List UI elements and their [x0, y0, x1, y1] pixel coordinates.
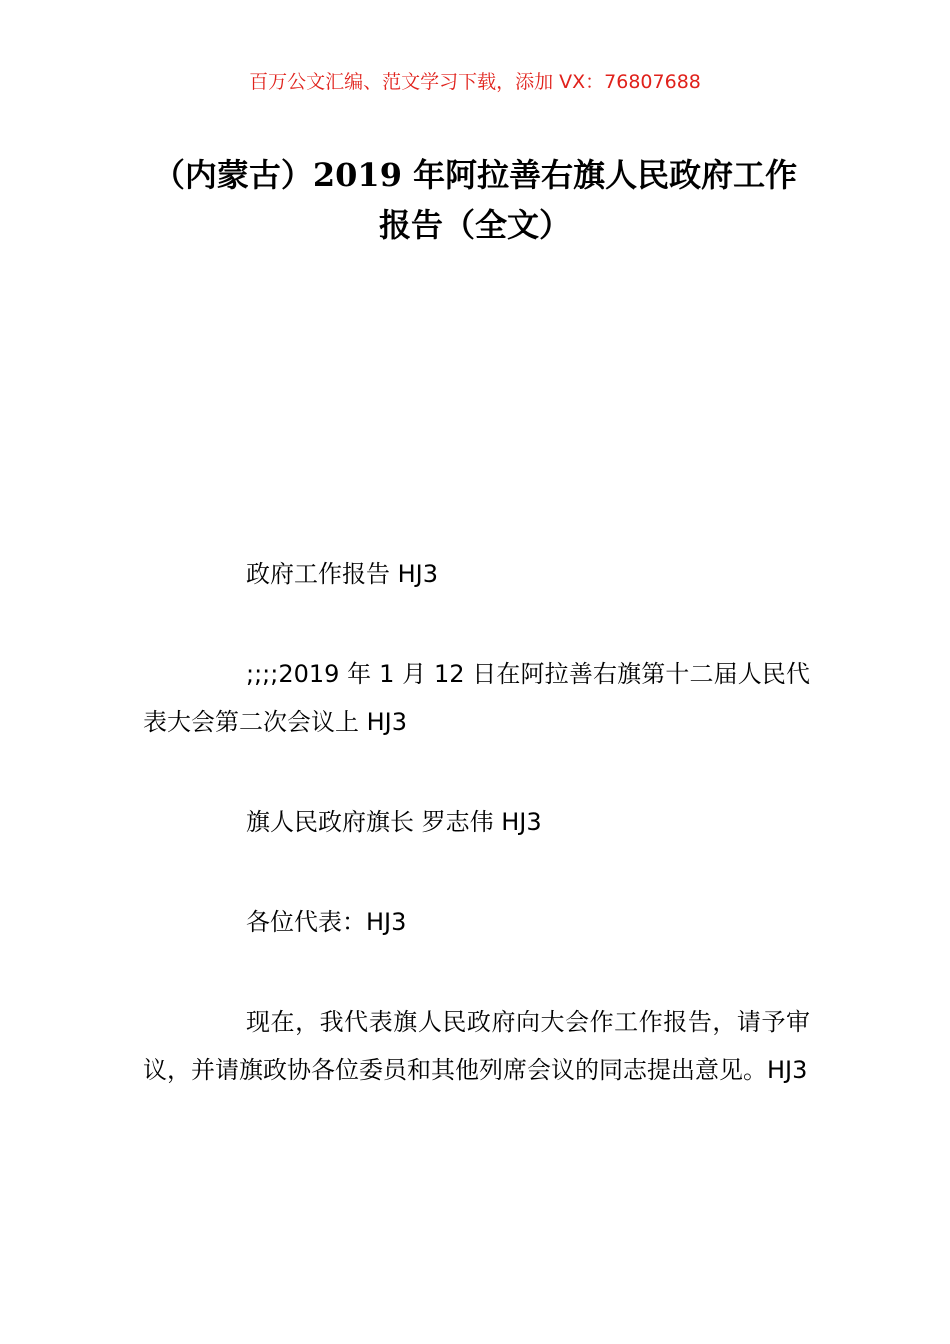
paragraph-speaker: 旗人民政府旗长 罗志伟 HJ3 — [246, 808, 542, 836]
paragraph-report-label: 政府工作报告 HJ3 — [246, 560, 439, 588]
paragraph-meeting-date: ;;;;2019 年 1 月 12 日在阿拉善右旗第十二届人民代表大会第二次会议上 HJ3 — [143, 660, 810, 736]
paragraph-salutation: 各位代表：HJ3 — [246, 908, 407, 936]
paragraph-opening: 现在，我代表旗人民政府向大会作工作报告，请予审议，并请旗政协各位委员和其他列席会议的同志提出意见。HJ3 — [143, 1008, 810, 1084]
document-title: （内蒙古）2019 年阿拉善右旗人民政府工作报告（全文） — [152, 156, 798, 244]
header-note: 百万公文汇编、范文学习下载，添加 VX：76807688 — [249, 71, 701, 93]
